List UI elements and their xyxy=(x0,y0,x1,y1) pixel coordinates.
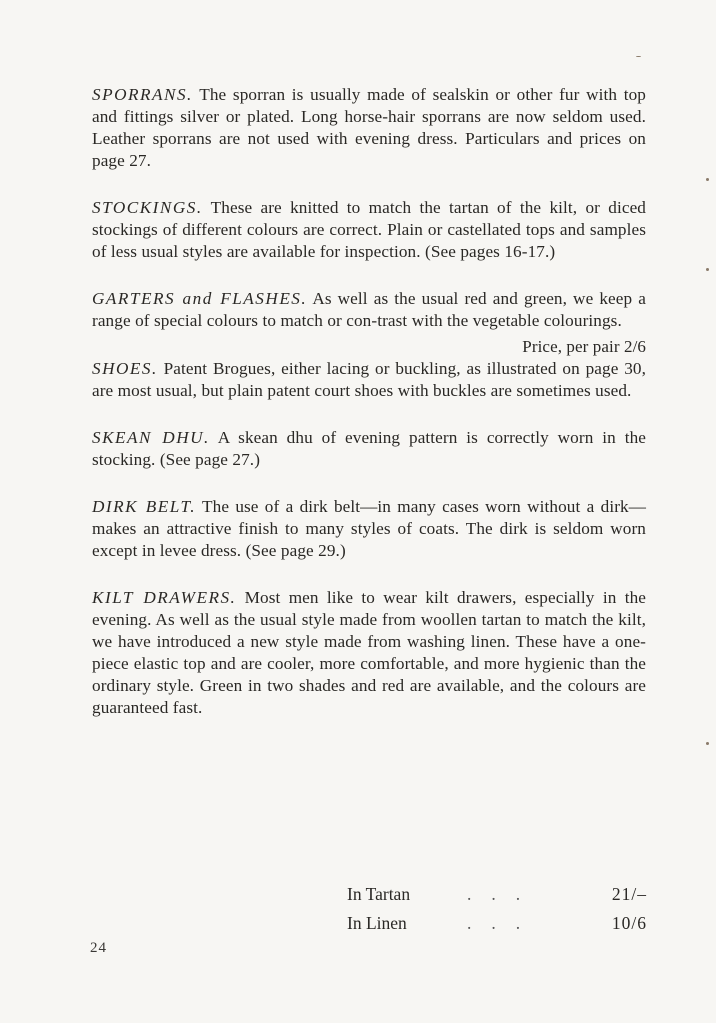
entry-heading: STOCKINGS. xyxy=(92,198,203,217)
price-value: 21/– xyxy=(611,884,647,904)
entry-text: The use of a dirk belt—in many cases worn without a dirk—makes an attractive finish to many styles of coats. The dirk is seldom worn except in levee dress. (See page 29.) xyxy=(92,497,646,560)
entry-text: The sporran is usually made of sealskin or other fur with top and fittings silver or plated. Long horse-hair sporrans are now seldom used. Leather sporrans are not used with evening dress. Particulars and prices on page 27. xyxy=(92,85,646,170)
price-leader-dots: ... xyxy=(467,913,541,933)
entry-text: Most men like to wear kilt drawers, especially in the evening. As well as the usual style made from woollen tartan to match the kilt, we have introduced a new style made from washing linen. These have a one-piece elastic top and are cooler, more comfortable, and more hygienic than the ordinary style. Green in two shades and red are available, and the colours are guaranteed fast. xyxy=(92,588,646,717)
entry-heading: SPORRANS. xyxy=(92,85,193,104)
entry-dirk-belt xyxy=(92,496,646,562)
paper-speck xyxy=(706,268,709,271)
paper-speck xyxy=(706,178,709,181)
entry-garters-flashes xyxy=(92,288,646,356)
price-value: 10/6 xyxy=(611,913,647,933)
price-label: In Tartan xyxy=(347,884,411,904)
entry-text: A skean dhu of evening pattern is correctly worn in the stocking. (See page 27.) xyxy=(92,428,646,469)
price-label: In Linen xyxy=(347,913,407,933)
entry-text: As well as the usual red and green, we keep a range of special colours to match or con-trast with the vegetable colourings. xyxy=(92,289,646,330)
entry-heading: SHOES. xyxy=(92,359,158,378)
entry-heading: DIRK BELT. xyxy=(92,497,197,516)
entry-text: These are knitted to match the tartan of the kilt, or diced stockings of different colours are correct. Plain or castellated tops and samples of less usual styles are available for inspection. (See pages 16-17.) xyxy=(92,198,646,261)
paper-speck xyxy=(706,742,709,745)
text-column xyxy=(92,84,646,744)
entry-heading: SKEAN DHU. xyxy=(92,428,210,447)
entry-stockings xyxy=(92,197,646,263)
price-leader-dots: ... xyxy=(467,884,541,904)
entry-text: Patent Brogues, either lacing or buckling, as illustrated on page 30, are most usual, but plain patent court shoes with buckles are sometimes used. xyxy=(92,359,646,400)
entry-heading: GARTERS and FLASHES. xyxy=(92,289,308,308)
price-row-tartan xyxy=(347,880,647,909)
entry-kilt-drawers xyxy=(92,587,646,719)
price-list xyxy=(347,880,647,938)
entry-price: Price, per pair 2/6 xyxy=(522,337,646,356)
entry-sporrans xyxy=(92,84,646,172)
page-number: 24 xyxy=(90,940,107,956)
price-row-linen xyxy=(347,909,647,938)
entry-heading: KILT DRAWERS. xyxy=(92,588,237,607)
paper-speck xyxy=(636,56,641,57)
entry-skean-dhu xyxy=(92,427,646,471)
entry-shoes xyxy=(92,358,646,402)
